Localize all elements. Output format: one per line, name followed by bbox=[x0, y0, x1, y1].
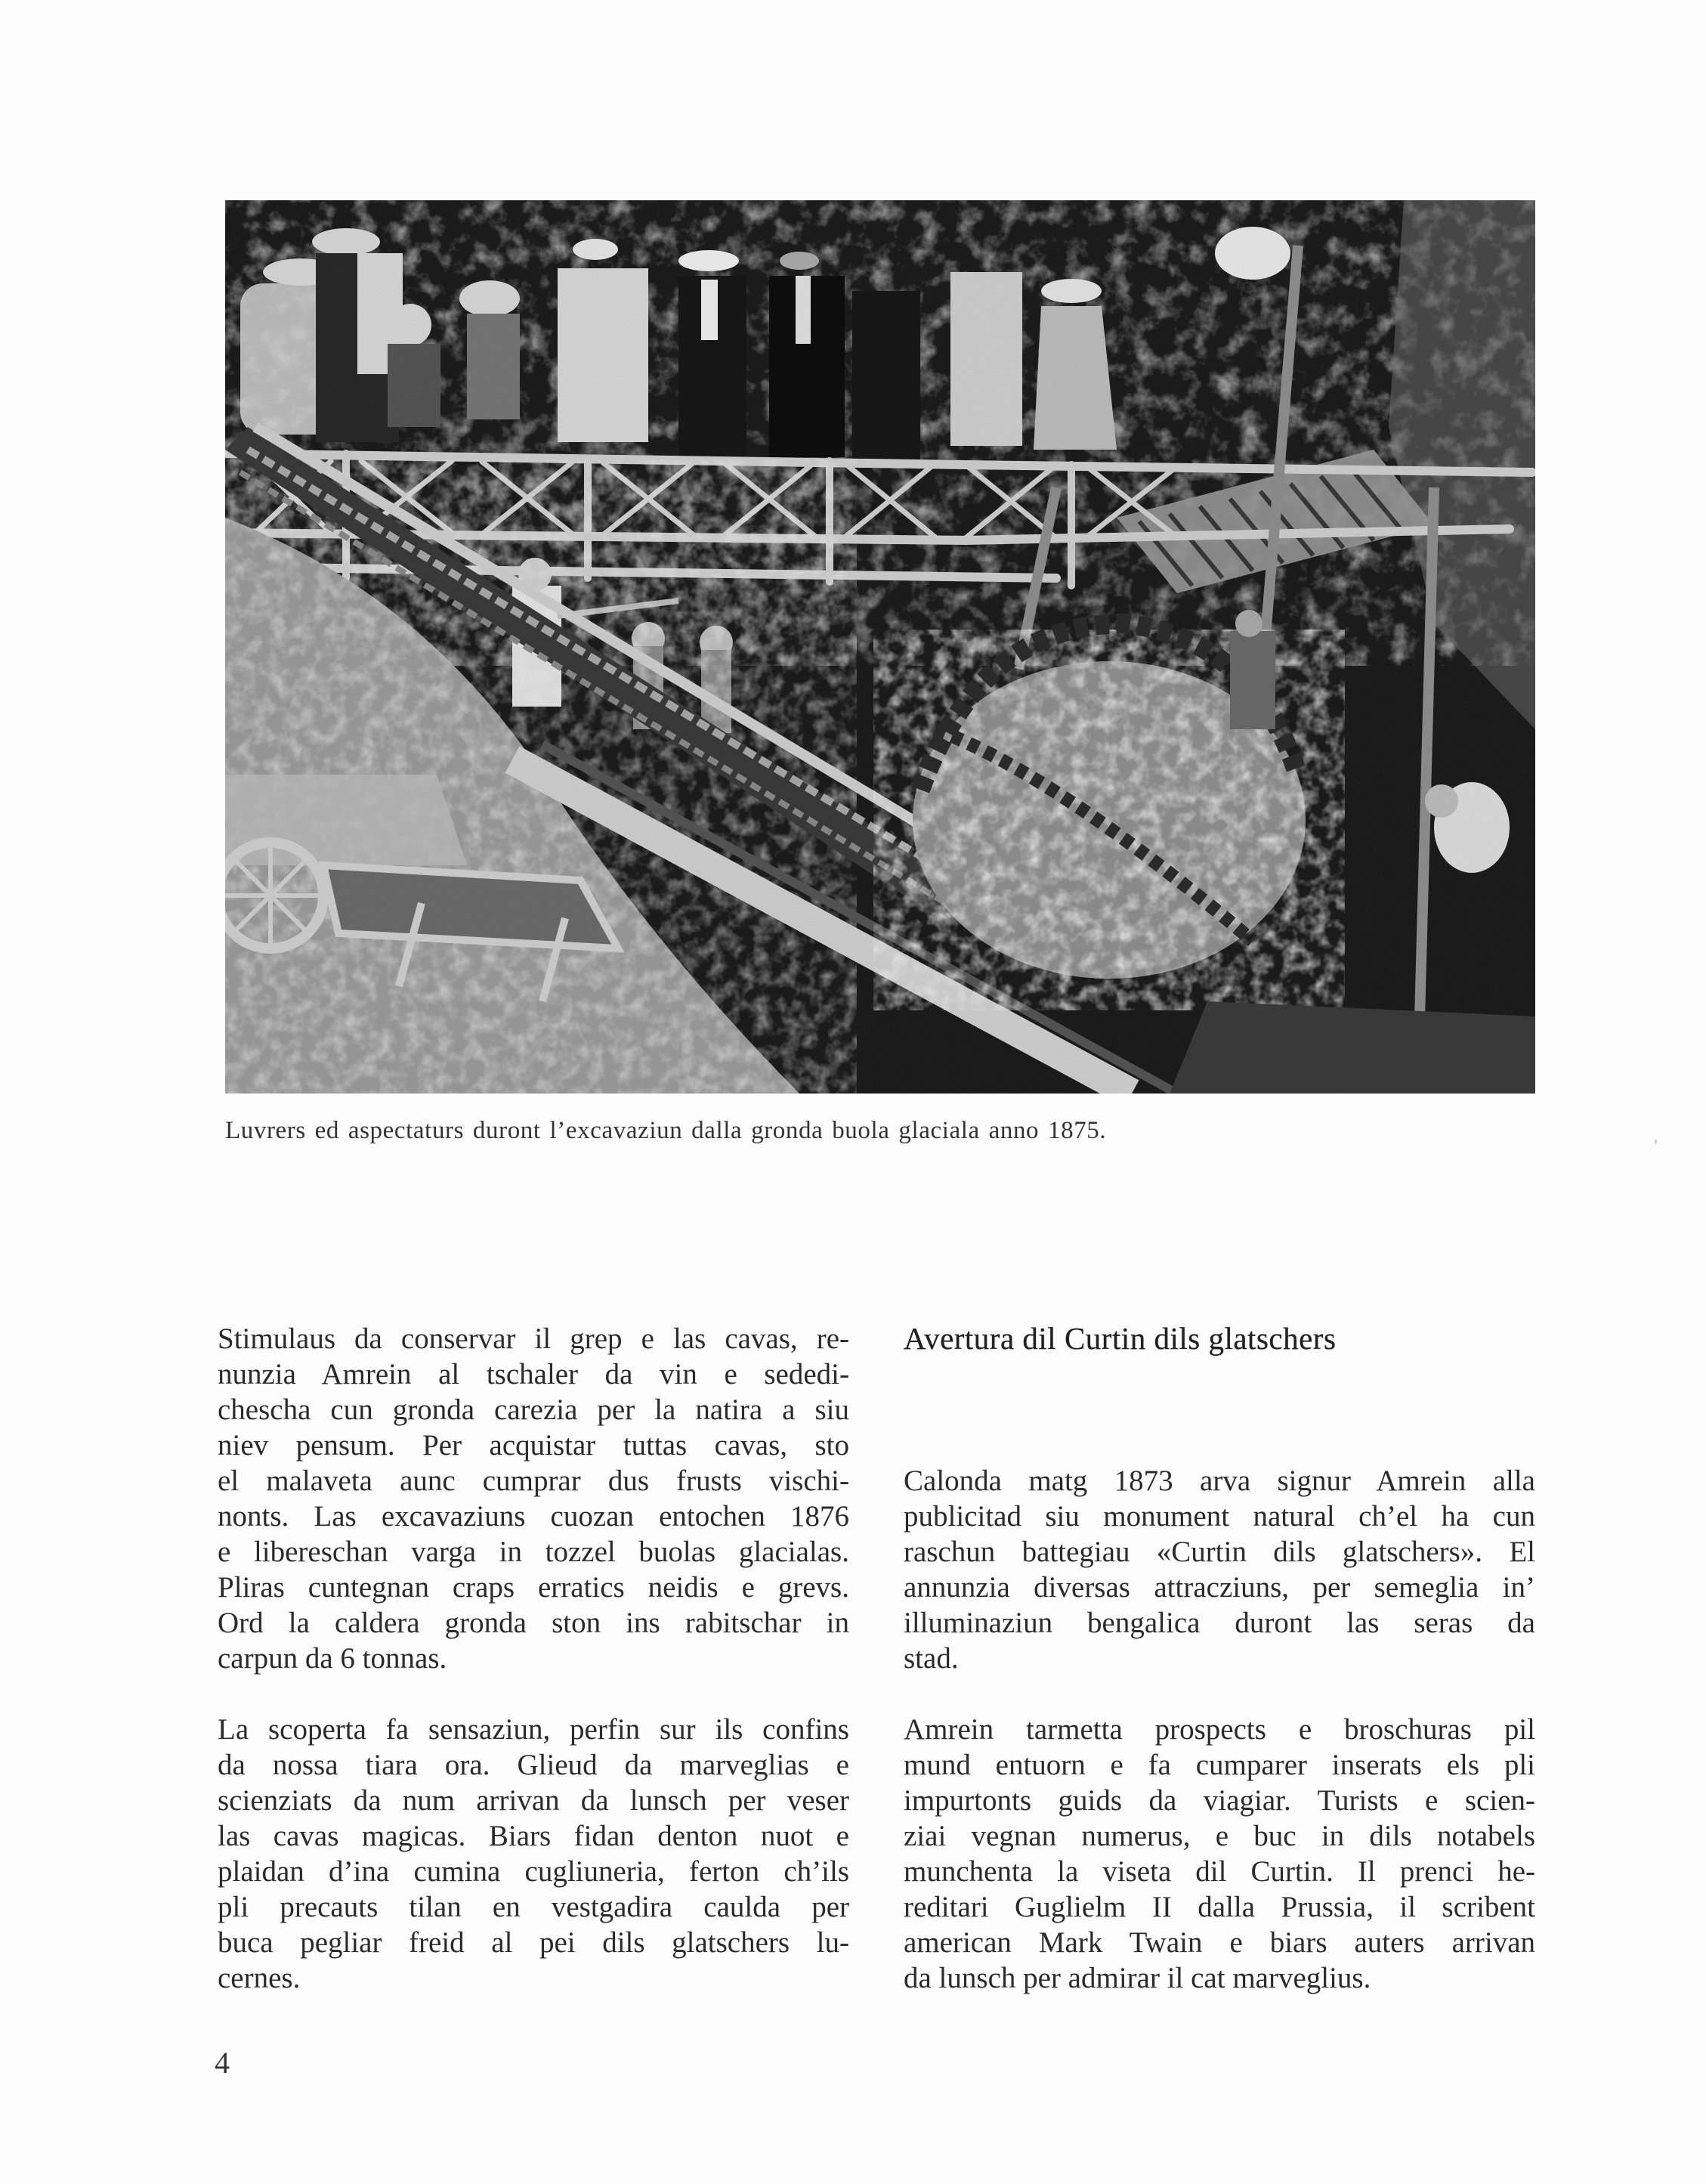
text-line: Calonda matg 1873 arva signur Amrein alla bbox=[904, 1465, 1535, 1497]
text-line: el malaveta aunc cumprar dus frusts vischi- bbox=[218, 1465, 849, 1497]
left-column bbox=[218, 1321, 849, 1996]
text-line: munchenta la viseta dil Curtin. Il prenci he- bbox=[904, 1855, 1535, 1888]
text-line: impurtonts guids da viagiar. Turists e scien- bbox=[904, 1784, 1535, 1817]
text-line: niev pensum. Per acquistar tuttas cavas, sto bbox=[218, 1429, 849, 1462]
text-line: reditari Guglielm II dalla Prussia, il scribent bbox=[904, 1891, 1535, 1923]
text-line: La scoperta fa sensaziun, perfin sur ils confins bbox=[218, 1713, 849, 1746]
stone-slab bbox=[225, 775, 467, 865]
text-line: Pliras cuntegnan craps erratics neidis e grevs. bbox=[218, 1571, 849, 1604]
paragraph bbox=[218, 1321, 849, 1676]
section-heading: Avertura dil Curtin dils glatschers bbox=[904, 1321, 1337, 1356]
text-line: american Mark Twain e biars auters arrivan bbox=[904, 1926, 1535, 1959]
right-column bbox=[904, 1321, 1535, 1996]
paragraph bbox=[904, 1712, 1535, 1996]
text-line: cernes. bbox=[218, 1962, 301, 1994]
historical-photo bbox=[225, 200, 1535, 1094]
text-line: illuminaziun bengalica duront las seras da bbox=[904, 1607, 1535, 1639]
text-line: mund entuorn e fa cumparer inserats els pli bbox=[904, 1749, 1535, 1781]
text-line: publicitad siu monument natural ch’el ha cun bbox=[904, 1500, 1535, 1533]
text-line: chescha cun gronda carezia per la natira a siu bbox=[218, 1394, 849, 1426]
text-line: e libereschan varga in tozzel buolas glacialas. bbox=[218, 1536, 849, 1568]
text-line: Stimulaus da conservar il grep e las cavas, re- bbox=[218, 1322, 849, 1355]
text-line: Amrein tarmetta prospects e broschuras pil bbox=[904, 1713, 1535, 1746]
scan-speck bbox=[1655, 1140, 1657, 1144]
text-line: annunzia diversas attracziuns, per semeglia in’ bbox=[904, 1571, 1535, 1604]
text-line: Ord la caldera gronda ston ins rabitschar in bbox=[218, 1607, 849, 1639]
text-line: plaidan d’ina cumina cugliuneria, ferton ch’ils bbox=[218, 1855, 849, 1888]
text-line: carpun da 6 tonnas. bbox=[218, 1642, 447, 1675]
text-line: pli precauts tilan en vestgadira caulda per bbox=[218, 1891, 849, 1923]
page-number: 4 bbox=[215, 2046, 230, 2080]
text-line: ziai vegnan numerus, e buc in dils notabels bbox=[904, 1820, 1535, 1852]
text-line: nunzia Amrein al tschaler da vin e sededi- bbox=[218, 1358, 849, 1391]
text-line: stad. bbox=[904, 1642, 959, 1675]
paragraph bbox=[218, 1712, 849, 1996]
text-line: raschun battegiau «Curtin dils glatschers». El bbox=[904, 1536, 1535, 1568]
text-line: nonts. Las excavaziuns cuozan entochen 1876 bbox=[218, 1500, 849, 1533]
photo-illustration bbox=[225, 200, 1535, 1094]
paragraph bbox=[904, 1463, 1535, 1676]
text-line: da lunsch per admirar il cat marveglius. bbox=[904, 1962, 1371, 1994]
photo-caption: Luvrers ed aspectaturs duront l’excavaziun dalla gronda buola glaciala anno 1875. bbox=[225, 1117, 1107, 1144]
text-line: da nossa tiara ora. Glieud da marveglias e bbox=[218, 1749, 849, 1781]
text-line: buca pegliar freid al pei dils glatschers lu- bbox=[218, 1926, 849, 1959]
text-line: scienziats da num arrivan da lunsch per veser bbox=[218, 1784, 849, 1817]
text-line: las cavas magicas. Biars fidan denton nuot e bbox=[218, 1820, 849, 1852]
boards bbox=[1170, 1001, 1535, 1094]
